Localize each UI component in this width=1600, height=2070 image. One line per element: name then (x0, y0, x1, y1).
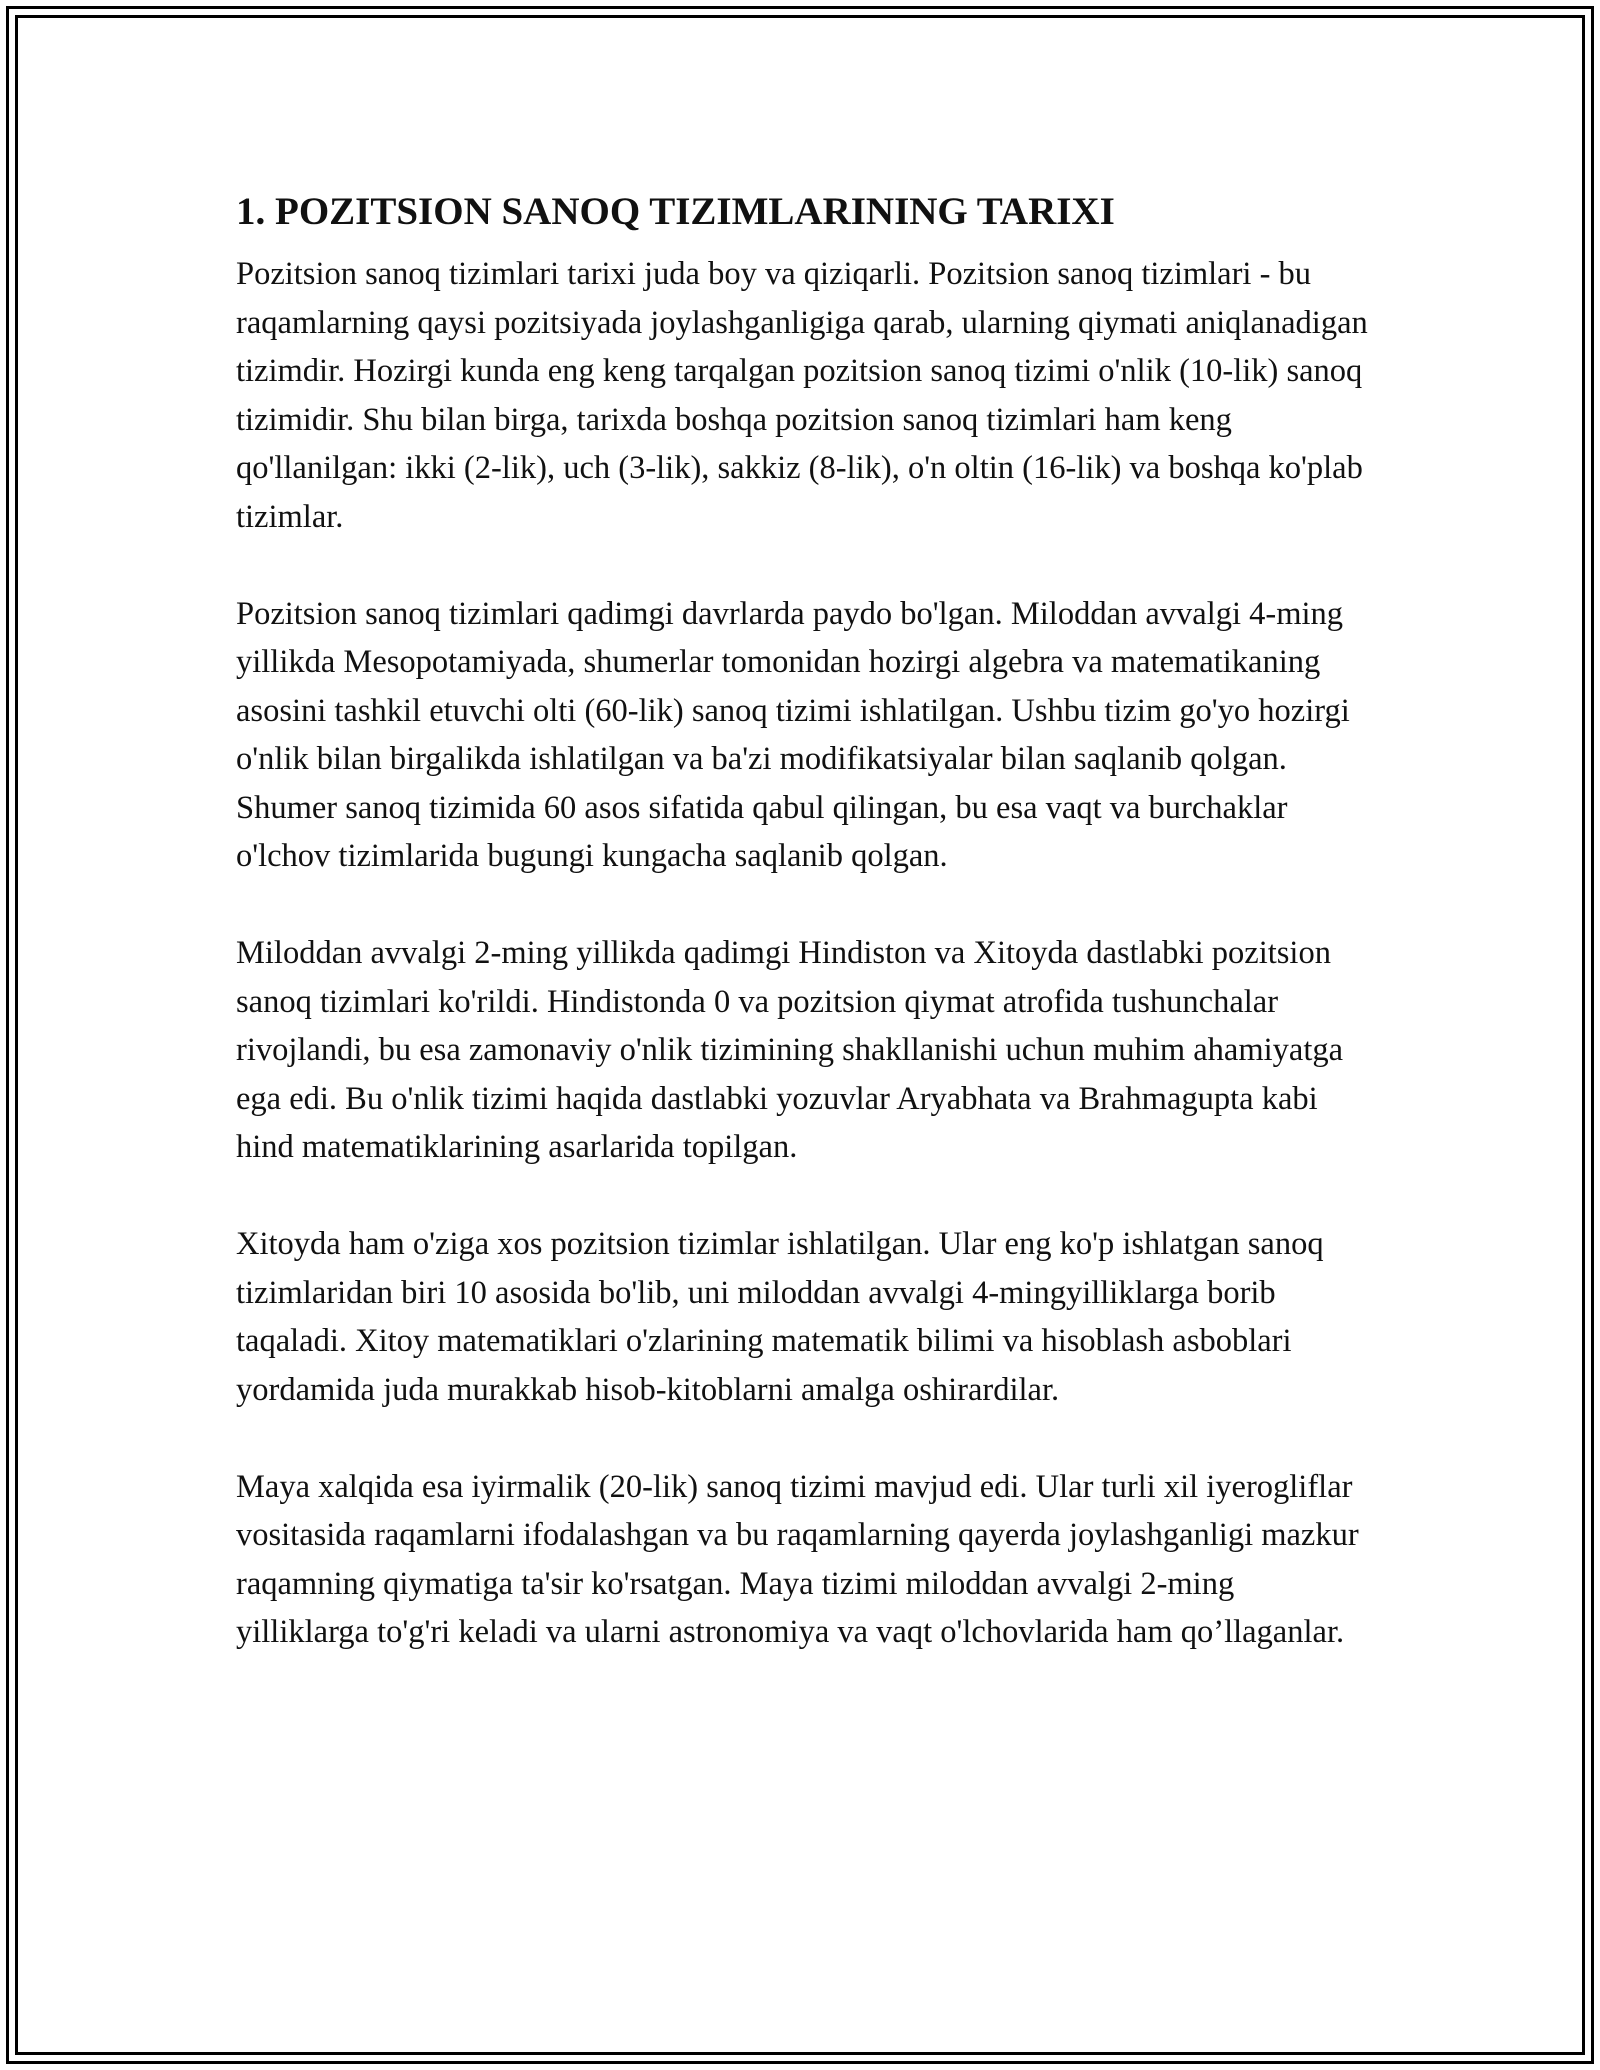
paragraph-mesopotamia: Pozitsion sanoq tizimlari qadimgi davrlarda paydo bo'lgan. Miloddan avvalgi 4-ming yillikda Mesopotamiyada, shumerlar tomonidan hozirgi algebra va matematikaning asosini tashkil etuvchi olti (60-lik) sanoq tizimi ishlatilgan. Ushbu tizim go'yo hozirgi o'nlik bilan birgalikda ishlatilgan va ba'zi modifikatsiyalar bilan saqlanib qolgan. Shumer sanoq tizimida 60 asos sifatida qabul qilingan, bu esa vaqt va burchaklar o'lchov tizimlarida bugungi kungacha saqlanib qolgan. (236, 595, 1350, 874)
paragraph-china: Xitoyda ham o'ziga xos pozitsion tizimlar ishlatilgan. Ular eng ko'p ishlatgan sanoq tizimlaridan biri 10 asosida bo'lib, uni miloddan avvalgi 4-mingyilliklarga borib taqaladi. Xitoy matematiklari o'zlarining matematik bilimi va hisoblash asboblari yordamida juda murakkab hisob-kitoblarni amalga oshirardilar. (236, 1226, 1324, 1408)
document-body (236, 186, 1371, 1705)
paragraph-india: Miloddan avvalgi 2-ming yillikda qadimgi Hindiston va Xitoyda dastlabki pozitsion sanoq tizimlari ko'rildi. Hindistonda 0 va pozitsion qiymat atrofida tushunchalar rivojlandi, bu esa zamonaviy o'nlik tizimining shakllanishi uchun muhim ahamiyatga ega edi. Bu o'nlik tizimi haqida dastlabki yozuvlar Aryabhata va Brahmagupta kabi hind matematiklarining asarlarida topilgan. (236, 935, 1344, 1165)
paragraph-maya: Maya xalqida esa iyirmalik (20-lik) sanoq tizimi mavjud edi. Ular turli xil iyerogliflar vositasida raqamlarni ifodalashgan va bu raqamlarning qayerda joylashganligi mazkur raqamning qiymatiga ta'sir ko'rsatgan. Maya tizimi miloddan avvalgi 2-ming yilliklarga to'g'ri keladi va ularni astronomiya va vaqt o'lchovlarida ham qo’llaganlar. (236, 1468, 1359, 1650)
page-title: 1. POZITSION SANOQ TIZIMLARINING TARIXI (236, 190, 1115, 233)
paragraph-intro: Pozitsion sanoq tizimlari tarixi juda boy va qiziqarli. Pozitsion sanoq tizimlari - bu raqamlarning qaysi pozitsiyada joylashganligiga qarab, ularning qiymati aniqlanadigan tizimdir. Hozirgi kunda eng keng tarqalgan pozitsion sanoq tizimi o'nlik (10-lik) sanoq tizimidir. Shu bilan birga, tarixda boshqa pozitsion sanoq tizimlari ham keng qo'llanilgan: ikki (2-lik), uch (3-lik), sakkiz (8-lik), o'n oltin (16-lik) va boshqa ko'plab tizimlar. (236, 256, 1368, 535)
